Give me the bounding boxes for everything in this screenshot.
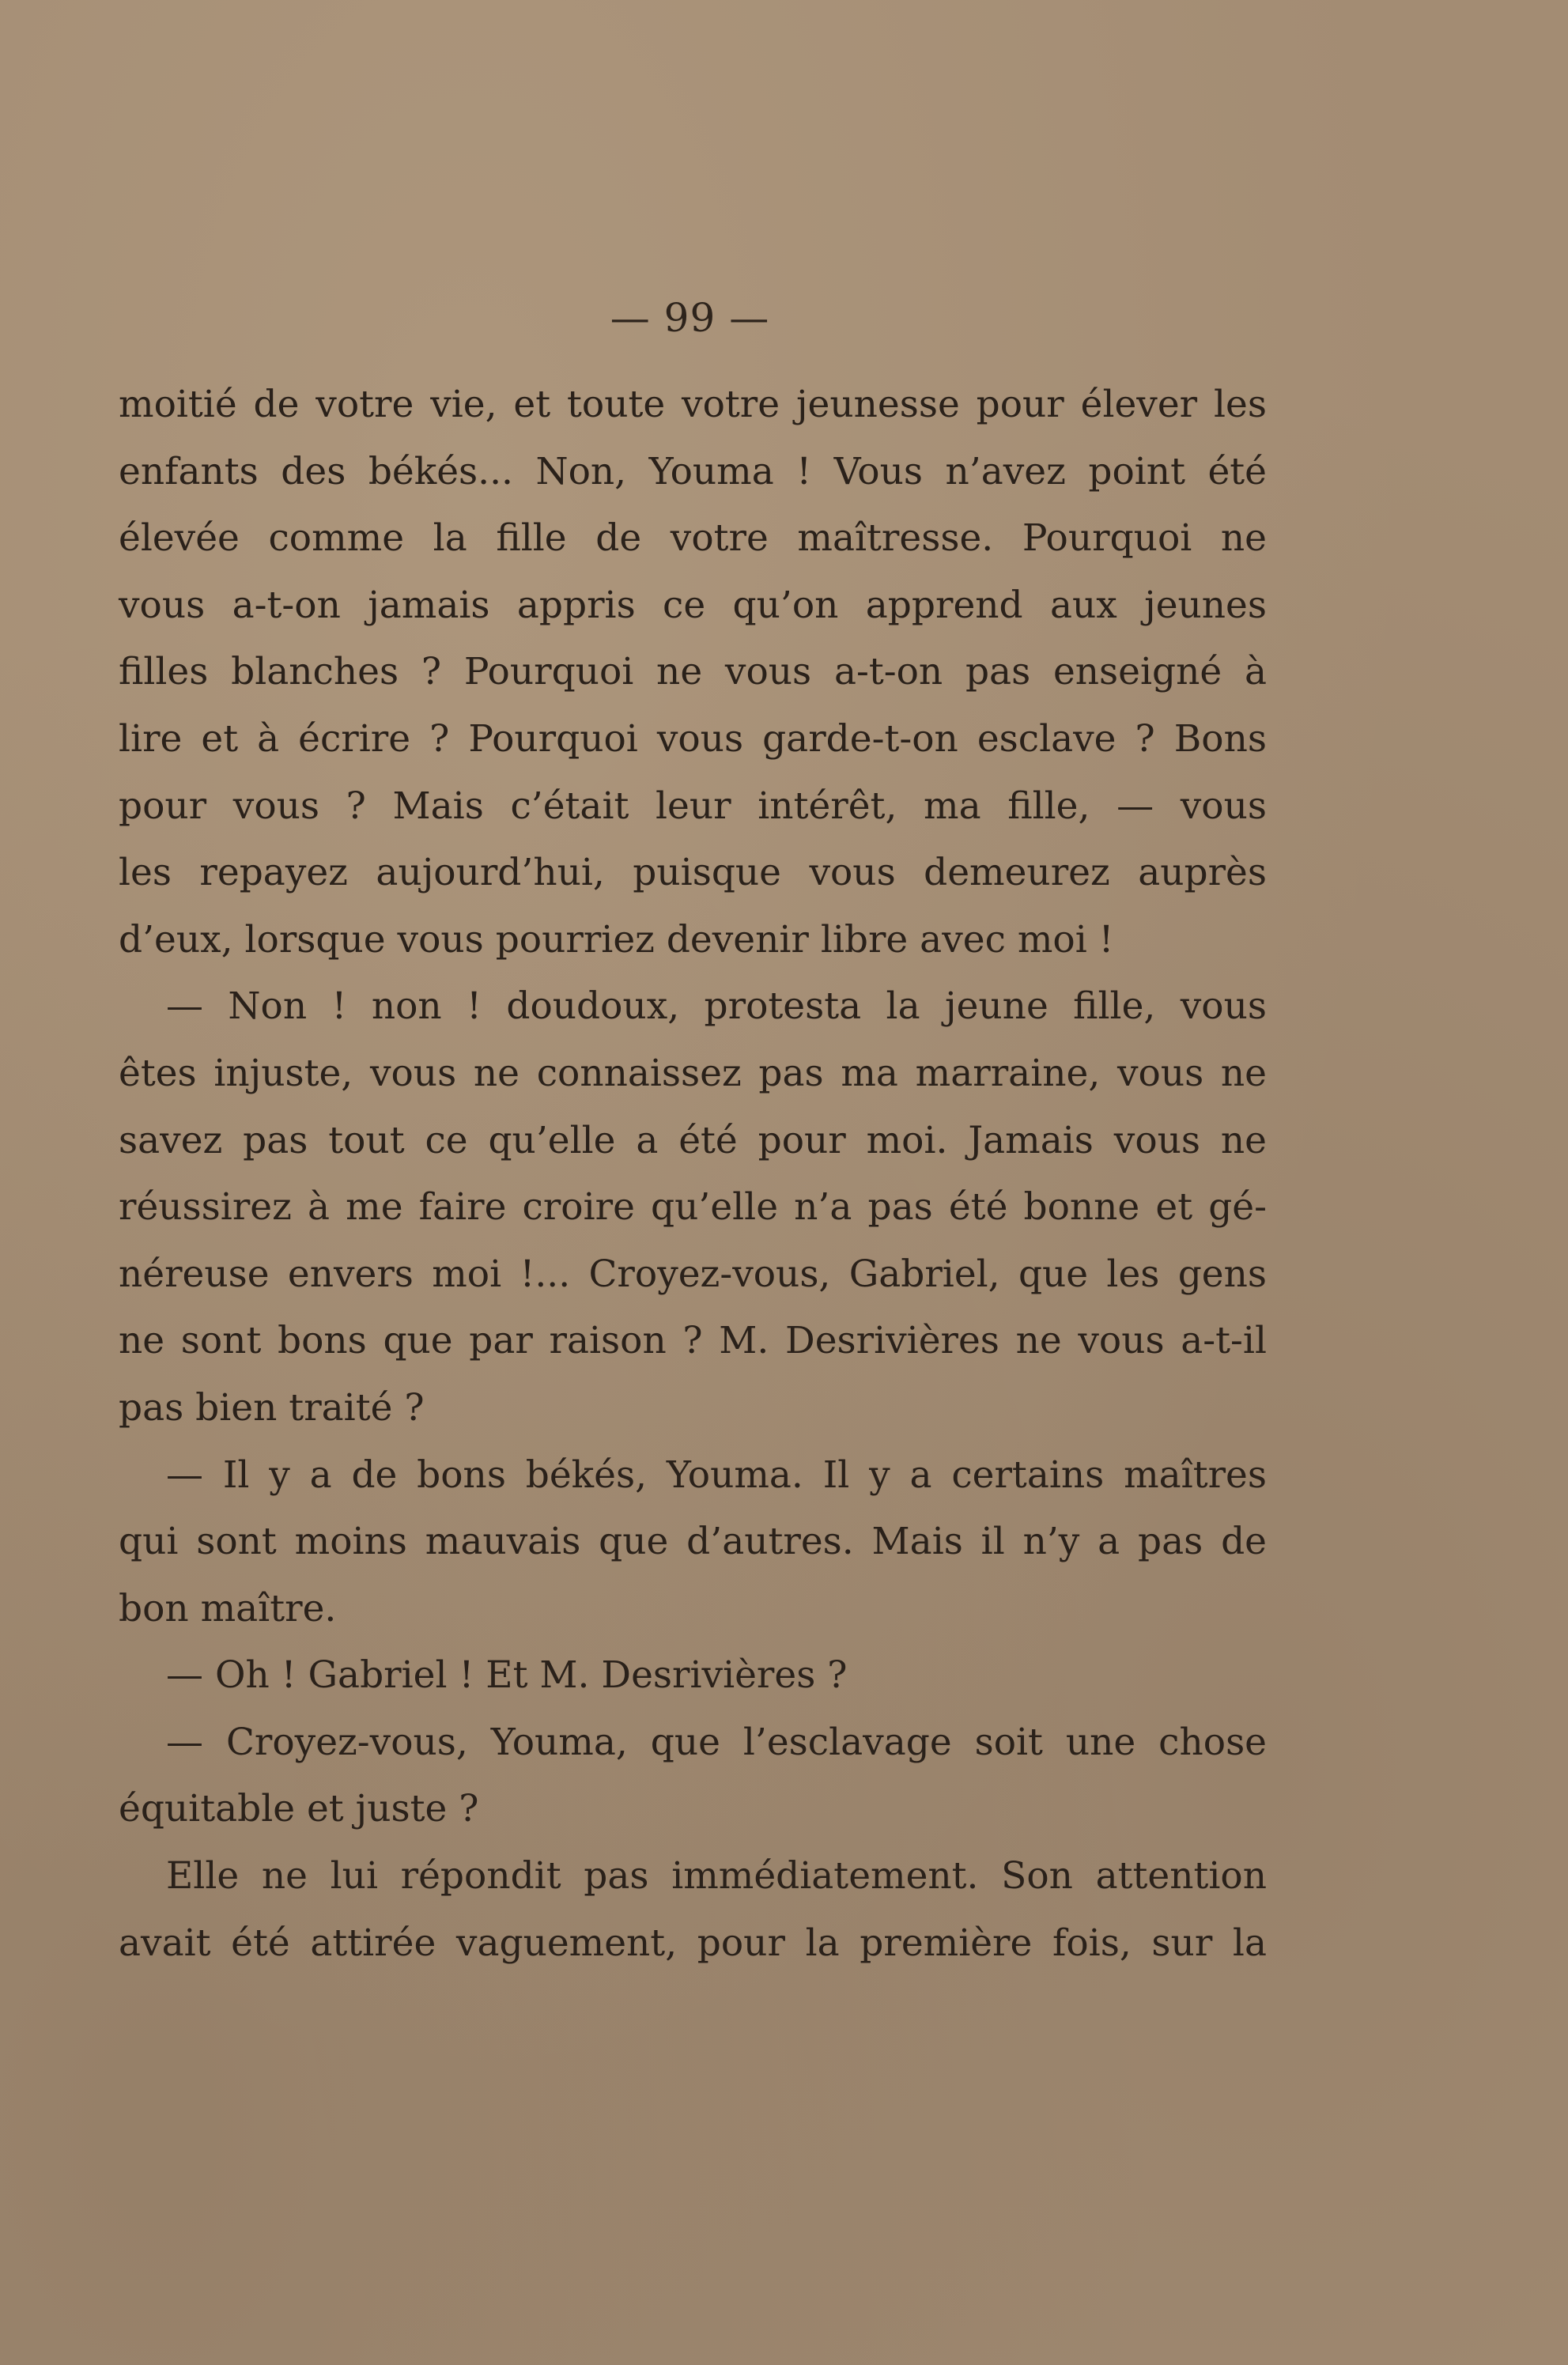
body-text xyxy=(119,372,1267,1977)
text-line: réussirez à me faire croire qu’elle n’a pas été bonne et gé- xyxy=(119,1185,1267,1230)
text-line: néreuse envers moi !... Croyez-vous, Gabriel, que les gens xyxy=(119,1252,1267,1296)
text-line: Elle ne lui répondit pas immédiatement. Son attention xyxy=(166,1854,1267,1898)
text-line: êtes injuste, vous ne connaissez pas ma marraine, vous ne xyxy=(119,1051,1267,1095)
text-line: ne sont bons que par raison ? M. Desrivières ne vous a-t-il xyxy=(119,1319,1267,1363)
text-line: — Croyez-vous, Youma, que l’esclavage soit une chose xyxy=(166,1720,1267,1764)
text-line: élevée comme la fille de votre maîtresse. Pourquoi ne xyxy=(119,516,1267,561)
text-line: — Il y a de bons békés, Youma. Il y a certains maîtres xyxy=(166,1453,1267,1497)
text-line: qui sont moins mauvais que d’autres. Mais il n’y a pas de xyxy=(119,1520,1267,1564)
text-line: vous a-t-on jamais appris ce qu’on apprend aux jeunes xyxy=(119,583,1267,627)
text-line: — Non ! non ! doudoux, protesta la jeune fille, vous xyxy=(166,984,1267,1029)
text-line: d’eux, lorsque vous pourriez devenir libre avec moi ! xyxy=(119,917,1114,961)
text-line: équitable et juste ? xyxy=(119,1787,479,1831)
text-line: filles blanches ? Pourquoi ne vous a-t-on pas enseigné à xyxy=(119,650,1267,694)
text-line: savez pas tout ce qu’elle a été pour moi. Jamais vous ne xyxy=(119,1118,1267,1162)
text-line: avait été attirée vaguement, pour la première fois, sur la xyxy=(119,1921,1267,1965)
text-line: pour vous ? Mais c’était leur intérêt, ma fille, — vous xyxy=(119,784,1267,828)
text-line: bon maître. xyxy=(119,1586,337,1630)
text-line: les repayez aujourd’hui, puisque vous demeurez auprès xyxy=(119,851,1267,895)
page-number: — 99 — xyxy=(610,295,770,341)
text-line: pas bien traité ? xyxy=(119,1385,425,1430)
text-line: moitié de votre vie, et toute votre jeunesse pour élever les xyxy=(119,383,1267,426)
text-line: lire et à écrire ? Pourquoi vous garde-t-on esclave ? Bons xyxy=(119,716,1267,761)
text-line: enfants des békés... Non, Youma ! Vous n’avez point été xyxy=(119,449,1267,493)
text-line: — Oh ! Gabriel ! Et M. Desrivières ? xyxy=(166,1653,848,1698)
